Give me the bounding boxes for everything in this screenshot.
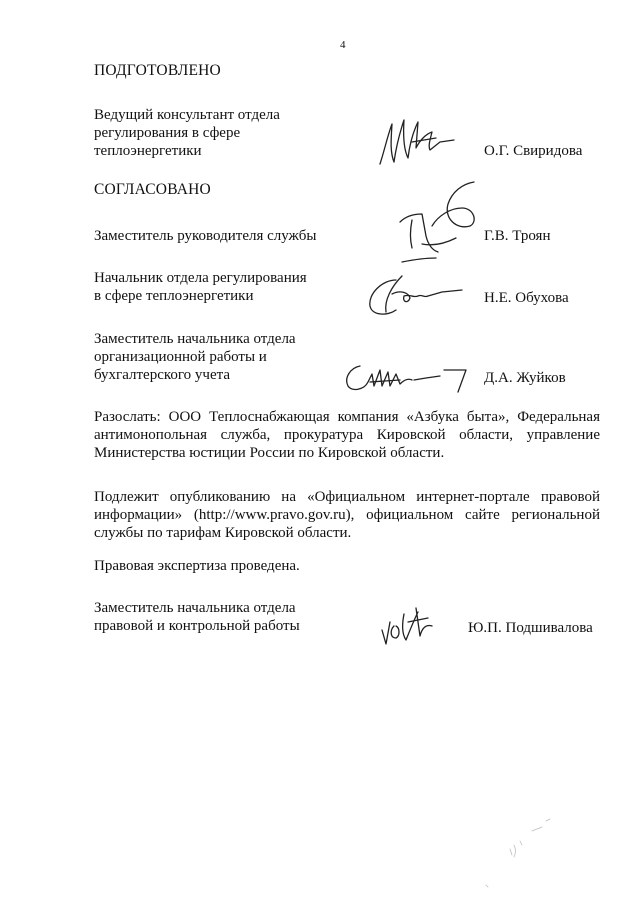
position-line: Ведущий консультант отдела [94,107,280,123]
page-number: 4 [340,39,346,51]
position-line: бухгалтерского учета [94,367,231,383]
publication-line: информации» (http://www.pravo.gov.ru), официальном сайте региональной [94,507,600,523]
position-line: Заместитель руководителя службы [94,228,317,244]
position-line: в сфере теплоэнергетики [94,288,254,304]
distribution-line: Разослать: ООО Теплоснабжающая компания «Азбука быта», Федеральная [94,409,600,425]
signature-zhuikov [340,360,470,400]
prepared-position [94,106,280,160]
position-line: Заместитель начальника отдела [94,331,296,347]
distribution-paragraph [94,408,600,462]
signature-podshivalova [376,600,446,650]
signatory-name: Ю.П. Подшивалова [468,620,593,636]
signatory-name: Д.А. Жуйков [484,370,566,386]
legal-review-statement: Правовая экспертиза проведена. [94,558,300,574]
signature-obukhova [362,272,472,322]
agreed-heading: СОГЛАСОВАНО [94,181,211,198]
position-line: организационной работы и [94,349,267,365]
position-line: регулирования в сфере [94,125,241,141]
signatory-name: Н.Е. Обухова [484,290,569,306]
position-line: Начальник отдела регулирования [94,270,307,286]
signature-sviridova [376,112,466,172]
signature-troyan [392,178,482,268]
position-line: правовой и контрольной работы [94,618,300,634]
distribution-line: Министерства юстиции России по Кировской области. [94,445,445,461]
signatory-name: Г.В. Троян [484,228,551,244]
position-line: теплоэнергетики [94,143,202,159]
signatory-name: О.Г. Свиридова [484,143,583,159]
publication-line: службы по тарифам Кировской области. [94,525,352,541]
position-line: Заместитель начальника отдела [94,600,296,616]
scan-artifact-marks [480,815,560,900]
publication-paragraph [94,488,600,542]
legal-review-position [94,599,300,635]
prepared-heading: ПОДГОТОВЛЕНО [94,62,221,79]
publication-line: Подлежит опубликованию на «Официальном интернет-портале правовой [94,489,600,505]
distribution-line: антимонопольная служба, прокуратура Кировской области, управление [94,427,600,443]
agreed-position-2 [94,269,307,305]
agreed-position-3 [94,330,296,384]
agreed-position-1 [94,227,316,245]
